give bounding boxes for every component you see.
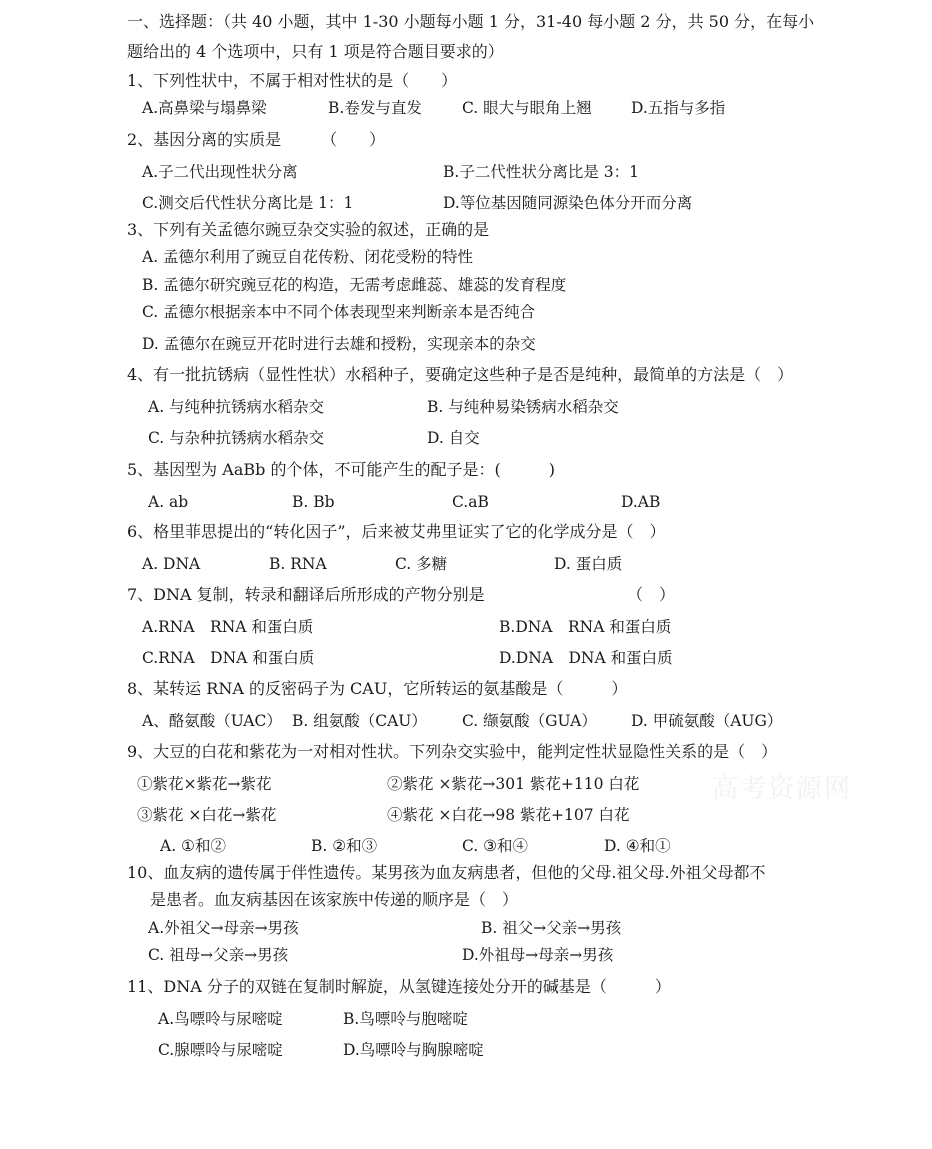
question-11-stem: 11、DNA 分子的双链在复制时解旋，从氢键连接处分开的碱基是（ ） <box>127 977 671 996</box>
question-10-option-d: D.外祖母→母亲→男孩 <box>462 946 614 964</box>
question-7-option-c: C.RNA DNA 和蛋白质 <box>142 649 315 667</box>
question-5-option-c: C.aB <box>452 493 489 511</box>
question-1-option-b: B.卷发与直发 <box>328 99 422 117</box>
question-2-option-b: B.子二代性状分离比是 3：1 <box>443 163 639 181</box>
question-2-option-c: C.测交后代性状分离比是 1：1 <box>142 194 354 212</box>
question-7-stem: 7、DNA 复制，转录和翻译后所形成的产物分别是 <box>127 585 485 604</box>
question-6-option-d: D. 蛋白质 <box>554 555 623 573</box>
question-7-answer-bracket: （ ） <box>627 585 676 604</box>
section-header-line-2: 题给出的 4 个选项中，只有 1 项是符合题目要求的） <box>127 42 504 61</box>
question-11-option-d: D.鸟嘌呤与胸腺嘧啶 <box>343 1041 484 1059</box>
question-10-option-a: A.外祖父→母亲→男孩 <box>148 919 299 937</box>
question-4-stem: 4、有一批抗锈病（显性性状）水稻种子，要确定这些种子是否是纯种，最简单的方法是（ ） <box>127 365 794 384</box>
question-5-option-a: A. ab <box>148 493 189 511</box>
question-2-option-a: A.子二代出现性状分离 <box>142 163 298 181</box>
question-7-option-b: B.DNA RNA 和蛋白质 <box>499 618 672 636</box>
question-5-stem: 5、基因型为 AaBb 的个体，不可能产生的配子是：( ) <box>127 460 555 479</box>
question-4-option-a: A. 与纯种抗锈病水稻杂交 <box>148 398 325 416</box>
question-6-option-c: C. 多糖 <box>395 555 448 573</box>
question-8-option-d: D. 甲硫氨酸（AUG） <box>631 712 783 730</box>
question-2-stem: 2、基因分离的实质是 （ ） <box>127 130 386 149</box>
question-9-cross-3: ③紫花 ×白花→紫花 <box>137 806 277 824</box>
question-9-option-a: A. ①和② <box>160 837 226 855</box>
question-8-option-b: B. 组氨酸（CAU） <box>292 712 427 730</box>
question-7-option-a: A.RNA RNA 和蛋白质 <box>142 618 314 636</box>
question-10-option-c: C. 祖母→父亲→男孩 <box>148 946 289 964</box>
question-9-cross-4: ④紫花 ×白花→98 紫花+107 白花 <box>387 806 630 824</box>
question-4-option-c: C. 与杂种抗锈病水稻杂交 <box>148 429 325 447</box>
question-11-option-b: B.鸟嘌呤与胞嘧啶 <box>343 1010 468 1028</box>
question-9-cross-1: ①紫花×紫花→紫花 <box>137 775 272 793</box>
question-8-option-a: A、酪氨酸（UAC） <box>142 712 282 730</box>
section-header-line-1: 一、选择题：（共 40 小题，其中 1-30 小题每小题 1 分，31-40 每小题 2 分，共 50 分，在每小 <box>127 12 815 31</box>
question-6-option-a: A. DNA <box>142 555 201 573</box>
question-11-option-c: C.腺嘌呤与尿嘧啶 <box>158 1041 283 1059</box>
question-10-stem-line-1: 10、血友病的遗传属于伴性遗传。某男孩为血友病患者，但他的父母.祖父母.外祖父母都不 <box>127 863 766 882</box>
question-3-option-a: A. 孟德尔利用了豌豆自花传粉、闭花受粉的特性 <box>142 248 474 266</box>
question-9-option-c: C. ③和④ <box>462 837 529 855</box>
question-10-stem-line-2: 是患者。血友病基因在该家族中传递的顺序是（ ） <box>150 890 519 909</box>
question-1-option-d: D.五指与多指 <box>631 99 726 117</box>
question-8-stem: 8、某转运 RNA 的反密码子为 CAU，它所转运的氨基酸是（ ） <box>127 679 628 698</box>
question-7-option-d: D.DNA DNA 和蛋白质 <box>499 649 673 667</box>
question-5-option-b: B. Bb <box>292 493 335 511</box>
question-6-stem: 6、格里菲思提出的“转化因子”，后来被艾弗里证实了它的化学成分是（ ） <box>127 522 666 541</box>
question-11-option-a: A.鸟嘌呤与尿嘧啶 <box>158 1010 283 1028</box>
question-1-option-a: A.高鼻梁与塌鼻梁 <box>142 99 267 117</box>
question-3-option-b: B. 孟德尔研究豌豆花的构造，无需考虑雌蕊、雄蕊的发育程度 <box>142 276 567 294</box>
question-9-cross-2: ②紫花 ×紫花→301 紫花+110 白花 <box>387 775 640 793</box>
question-2-option-d: D.等位基因随同源染色体分开而分离 <box>443 194 693 212</box>
question-1-stem: 1、下列性状中，不属于相对性状的是（ ） <box>127 71 458 90</box>
question-3-option-d: D. 孟德尔在豌豆开花时进行去雄和授粉，实现亲本的杂交 <box>142 335 536 353</box>
question-3-stem: 3、下列有关孟德尔豌豆杂交实验的叙述，正确的是 <box>127 220 490 239</box>
question-9-stem: 9、大豆的白花和紫花为一对相对性状。下列杂交实验中，能判定性状显隐性关系的是（ ） <box>127 742 778 761</box>
question-4-option-d: D. 自交 <box>427 429 480 447</box>
question-6-option-b: B. RNA <box>269 555 327 573</box>
question-9-option-d: D. ④和① <box>604 837 671 855</box>
watermark-text: 高考资源网 <box>712 774 853 804</box>
question-3-option-c: C. 孟德尔根据亲本中不同个体表现型来判断亲本是否纯合 <box>142 303 536 321</box>
question-10-option-b: B. 祖父→父亲→男孩 <box>481 919 622 937</box>
question-9-option-b: B. ②和③ <box>311 837 378 855</box>
question-8-option-c: C. 缬氨酸（GUA） <box>462 712 597 730</box>
question-5-option-d: D.AB <box>621 493 661 511</box>
question-1-option-c: C. 眼大与眼角上翘 <box>462 99 592 117</box>
question-4-option-b: B. 与纯种易染锈病水稻杂交 <box>427 398 619 416</box>
